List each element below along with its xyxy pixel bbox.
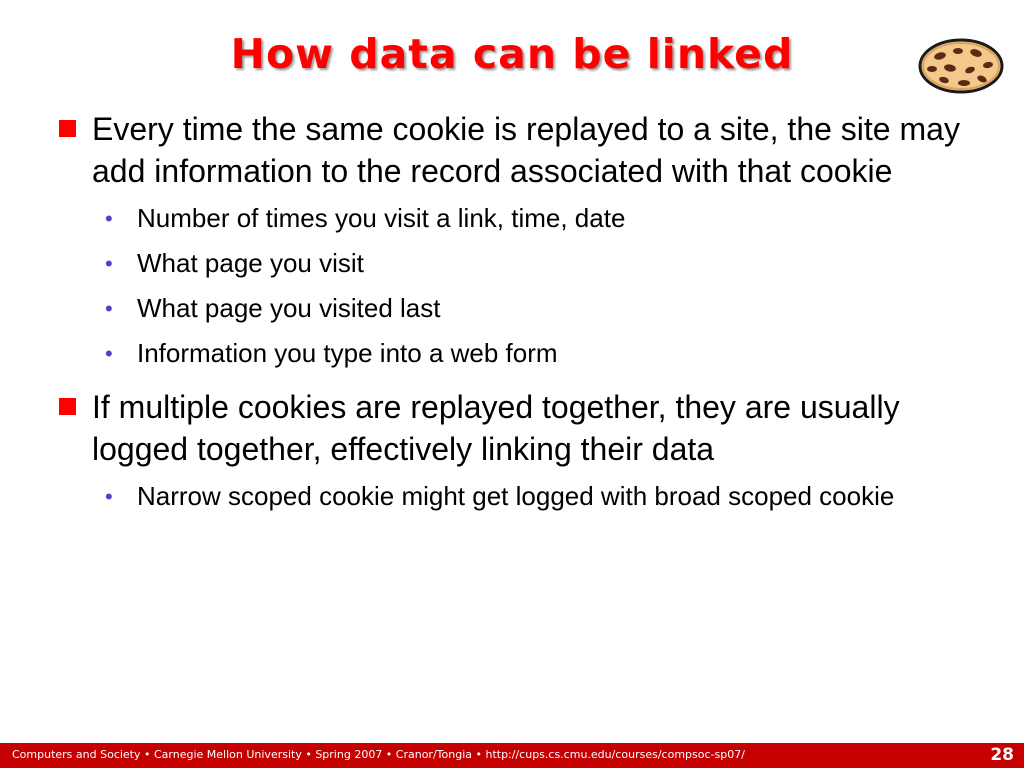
footer-bar	[0, 743, 1024, 768]
bullet-level2	[56, 245, 986, 282]
sub-bullet-list	[56, 200, 986, 372]
dot-bullet-icon: •	[105, 341, 113, 366]
cookie-icon	[918, 38, 1004, 94]
sub-bullet-text: Information you type into a web form	[137, 338, 558, 368]
bullet-level1	[56, 108, 986, 192]
bullet-level1	[56, 386, 986, 470]
sub-bullet-text: What page you visited last	[137, 293, 441, 323]
bullet-level2	[56, 335, 986, 372]
dot-bullet-icon: •	[105, 296, 113, 321]
slide-content	[56, 108, 986, 529]
dot-bullet-icon: •	[105, 251, 113, 276]
red-square-bullet-icon	[59, 398, 76, 415]
bullet-level2	[56, 290, 986, 327]
bullet-level2	[56, 478, 986, 515]
sub-bullet-list	[56, 478, 986, 515]
page-number: 28	[990, 745, 1014, 765]
dot-bullet-icon: •	[105, 206, 113, 231]
dot-bullet-icon: •	[105, 484, 113, 509]
sub-bullet-text: Narrow scoped cookie might get logged with broad scoped cookie	[137, 481, 895, 511]
bullet-text: Every time the same cookie is replayed to a site, the site may add information to the record associated with that cookie	[92, 111, 960, 189]
slide-title: How data can be linked	[230, 30, 794, 78]
sub-bullet-text: What page you visit	[137, 248, 364, 278]
sub-bullet-text: Number of times you visit a link, time, date	[137, 203, 626, 233]
footer-text: Computers and Society • Carnegie Mellon University • Spring 2007 • Cranor/Tongia • http://cups.cs.cmu.edu/courses/compsoc-sp07/	[12, 748, 745, 761]
bullet-text: If multiple cookies are replayed together, they are usually logged together, effectively linking their data	[92, 389, 900, 467]
red-square-bullet-icon	[59, 120, 76, 137]
bullet-level2	[56, 200, 986, 237]
